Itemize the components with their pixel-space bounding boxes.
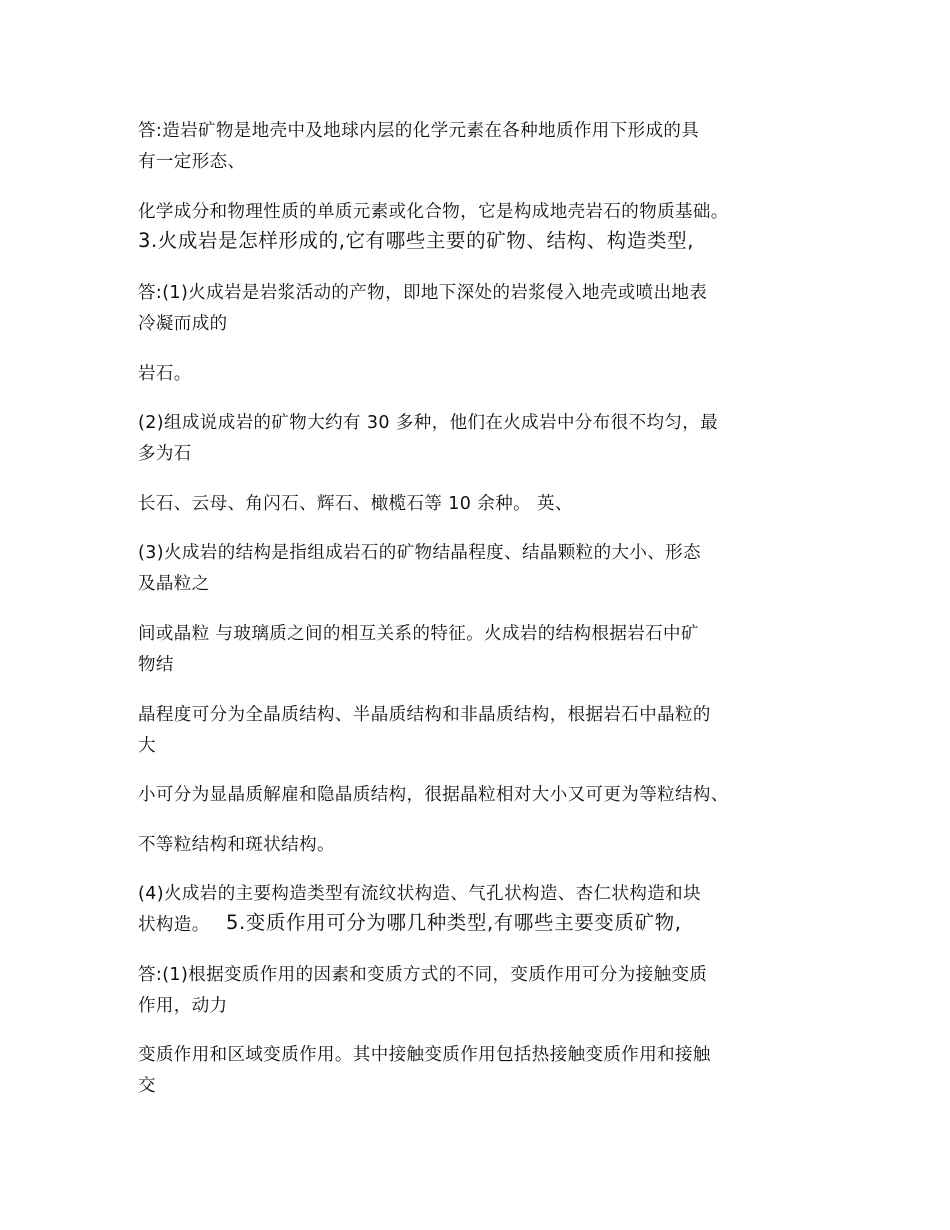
paragraph-line: 交 (138, 1076, 156, 1096)
paragraph-line: 答:(1)火成岩是岩浆活动的产物，即地下深处的岩浆侵入地壳或喷出地表 (138, 283, 708, 303)
paragraph-line: (3)火成岩的结构是指组成岩石的矿物结晶程度、结晶颗粒的大小、形态 (138, 543, 701, 563)
paragraph-line: 多为石 (138, 444, 192, 464)
paragraph-line: 作用，动力 (138, 996, 228, 1016)
paragraph-line: 答:造岩矿物是地壳中及地球内层的化学元素在各种地质作用下形成的具 (138, 121, 700, 141)
paragraph-line: 状构造。 (138, 915, 210, 935)
paragraph-line: 冷凝而成的 (138, 314, 228, 334)
paragraph-line: 间或晶粒 与玻璃质之间的相互关系的特征。火成岩的结构根据岩石中矿 (138, 624, 699, 644)
paragraph-line: 小可分为显晶质解雇和隐晶质结构，很据晶粒相对大小又可更为等粒结构、 (138, 785, 729, 805)
paragraph-line: (2)组成说成岩的矿物大约有 30 多种，他们在火成岩中分布很不均匀，最 (138, 413, 719, 433)
paragraph-line: (4)火成岩的主要构造类型有流纹状构造、气孔状构造、杏仁状构造和块 (138, 884, 701, 904)
paragraph-line: 晶程度可分为全晶质结构、半晶质结构和非晶质结构，根据岩石中晶粒的 (138, 705, 711, 725)
paragraph-line: 及晶粒之 (138, 574, 210, 594)
question-heading: 3.火成岩是怎样形成的,它有哪些主要的矿物、结构、构造类型, (138, 229, 695, 252)
paragraph-line: 有一定形态、 (138, 152, 246, 172)
paragraph-line: 不等粒结构和斑状结构。 (138, 835, 335, 855)
question-heading: 5.变质作用可分为哪几种类型,有哪些主要变质矿物, (226, 911, 682, 934)
paragraph-line: 大 (138, 736, 156, 756)
paragraph-line: 变质作用和区域变质作用。其中接触变质作用包括热接触变质作用和接触 (138, 1045, 711, 1065)
paragraph-line: 物结 (138, 655, 174, 675)
paragraph-line: 化学成分和物理性质的单质元素或化合物，它是构成地壳岩石的物质基础。 (138, 202, 729, 222)
paragraph-line: 岩石。 (138, 364, 192, 384)
paragraph-line: 答:(1)根据变质作用的因素和变质方式的不同，变质作用可分为接触变质 (138, 965, 708, 985)
paragraph-line: 长石、云母、角闪石、辉石、橄榄石等 10 余种。 英、 (138, 494, 573, 514)
